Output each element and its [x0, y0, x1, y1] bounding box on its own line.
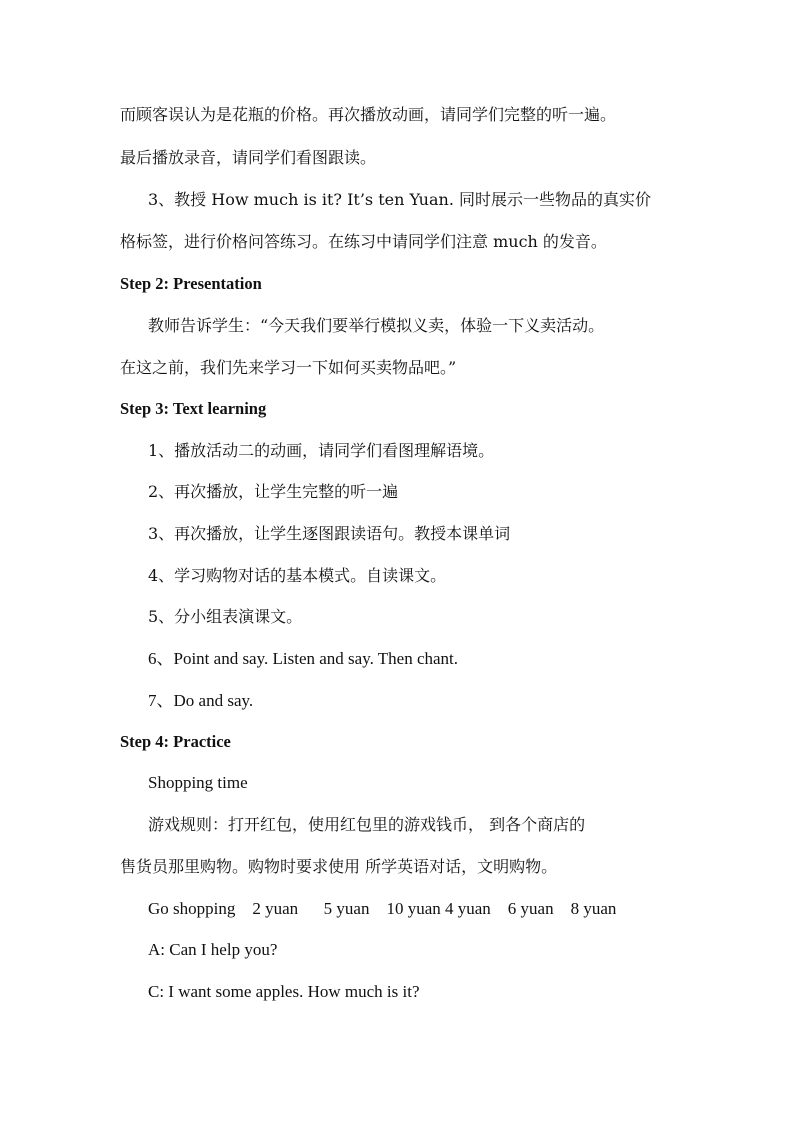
- paragraph-line: 售货员那里购物。购物时要求使用 所学英语对话，文明购物。: [120, 857, 558, 876]
- step-4-heading: Step 4: Practice: [120, 732, 231, 751]
- paragraph-line: 3、教授 How much is it? It’s ten Yuan. 同时展示一些物品的真实价: [148, 190, 652, 209]
- dialogue-line: C: I want some apples. How much is it?: [148, 982, 420, 1001]
- list-item: 1、播放活动二的动画，请同学们看图理解语境。: [148, 441, 495, 460]
- price-list-line: Go shopping 2 yuan 5 yuan 10 yuan 4 yuan 6 yuan 8 yuan: [148, 899, 617, 918]
- step-3-heading: Step 3: Text learning: [120, 399, 267, 418]
- list-item: 4、学习购物对话的基本模式。自读课文。: [148, 566, 447, 585]
- activity-title: Shopping time: [148, 773, 248, 792]
- dialogue-line: A: Can I help you?: [148, 940, 278, 959]
- list-item: 7、Do and say.: [148, 691, 254, 710]
- paragraph-line: 格标签，进行价格问答练习。在练习中请同学们注意 much 的发音。: [120, 232, 607, 251]
- paragraph-line: 而顾客误认为是花瓶的价格。再次播放动画，请同学们完整的听一遍。: [120, 105, 617, 124]
- list-item: 6、Point and say. Listen and say. Then chant.: [148, 649, 459, 668]
- list-item: 5、分小组表演课文。: [148, 607, 303, 626]
- paragraph-line: 游戏规则：打开红包，使用红包里的游戏钱币， 到各个商店的: [148, 815, 586, 834]
- paragraph-line: 在这之前，我们先来学习一下如何买卖物品吧。”: [120, 358, 457, 377]
- step-2-heading: Step 2: Presentation: [120, 274, 262, 293]
- paragraph-line: 最后播放录音，请同学们看图跟读。: [120, 148, 377, 167]
- paragraph-line: 教师告诉学生：“今天我们要举行模拟义卖，体验一下义卖活动。: [148, 316, 605, 335]
- list-item: 3、再次播放，让学生逐图跟读语句。教授本课单词: [148, 524, 511, 543]
- list-item: 2、再次播放，让学生完整的听一遍: [148, 482, 399, 501]
